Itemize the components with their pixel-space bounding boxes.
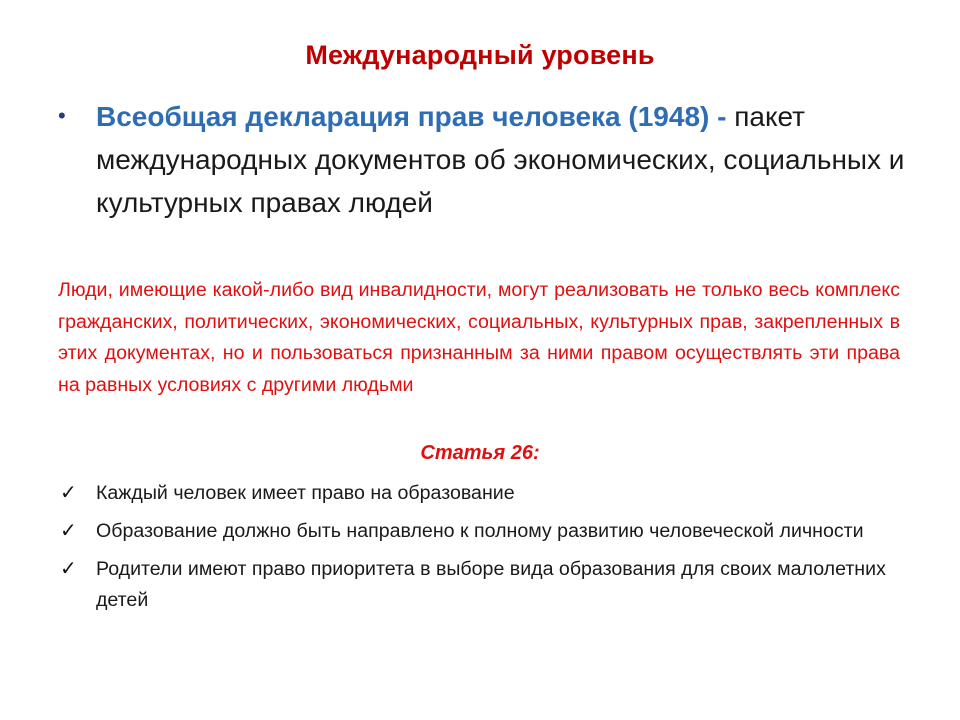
declaration-bullet-text (96, 95, 908, 224)
checklist-item-text: Образование должно быть направлено к полному развитию человеческой личности (96, 520, 864, 542)
bullet-dot-icon: • (58, 103, 66, 128)
checkmark-icon: ✓ (60, 482, 77, 504)
checkmark-icon: ✓ (60, 520, 77, 542)
checklist-item (58, 478, 888, 509)
checkmark-icon: ✓ (60, 558, 77, 580)
checklist-item (58, 516, 888, 547)
checklist-item-text: Каждый человек имеет право на образование (96, 482, 515, 504)
disability-rights-paragraph: Люди, имеющие какой-либо вид инвалидности, могут реализовать не только весь комплекс гражданских, политических, экономических, социальных, культурных прав, закрепленных в этих документах, но и пользоваться признанным за ними правом осуществлять эти права на равных условиях с другими людьми (58, 279, 900, 396)
declaration-title: Всеобщая декларация прав человека (1948) - (96, 101, 727, 132)
declaration-bullet (58, 95, 908, 224)
checklist-item-text: Родители имеют право приоритета в выборе вида образования для своих малолетних детей (96, 558, 886, 611)
declaration-description: пакет международных документов об экономических, социальных и культурных правах людей (96, 101, 905, 218)
article-heading: Статья 26: (420, 442, 540, 464)
checklist-item (58, 554, 888, 616)
article-checklist (58, 478, 888, 623)
slide-title: Международный уровень (305, 40, 655, 70)
